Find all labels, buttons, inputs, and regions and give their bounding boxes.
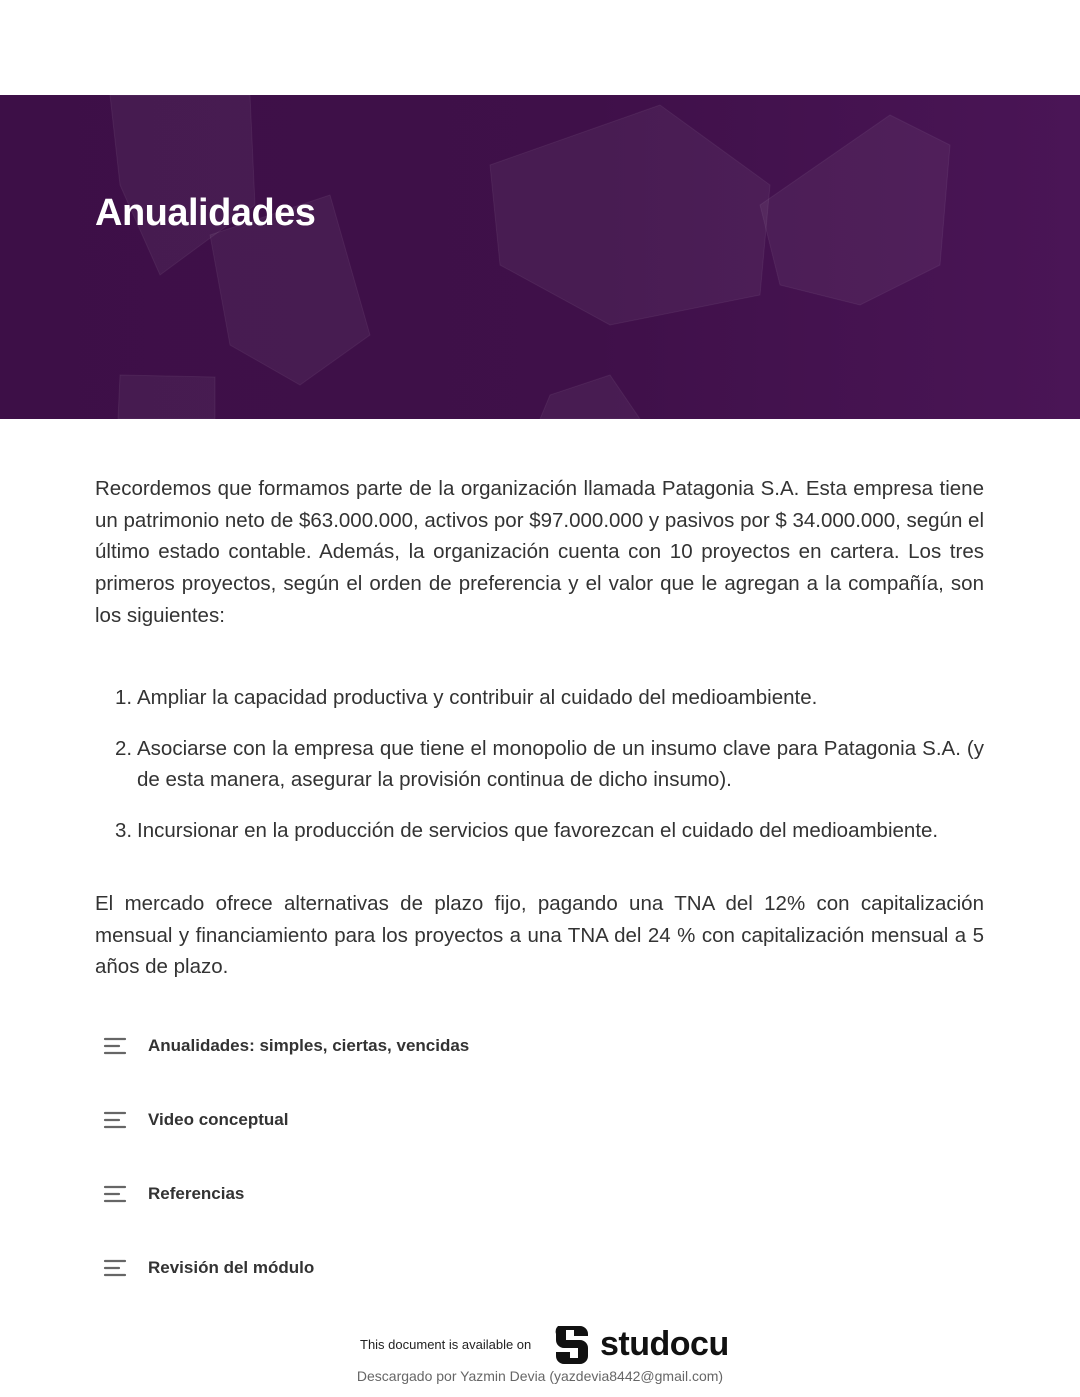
studocu-logo-icon xyxy=(552,1322,592,1366)
lines-icon xyxy=(103,1111,127,1129)
list-item xyxy=(95,733,984,796)
section-link-revision[interactable] xyxy=(103,1258,314,1278)
market-paragraph: El mercado ofrece alternativas de plazo fijo, pagando una TNA del 12% con capitalización mensual y financiamiento para los proyectos a una TNA del 24 % con capitalización mensual a 5 años de plazo. xyxy=(95,892,984,979)
lines-icon xyxy=(103,1185,127,1203)
header-banner xyxy=(0,95,1080,419)
list-item-text: Ampliar la capacidad productiva y contribuir al cuidado del medioambiente. xyxy=(137,686,818,709)
list-item-number: 3. xyxy=(115,819,133,843)
list-item xyxy=(95,682,984,714)
section-link-label: Video conceptual xyxy=(148,1110,289,1129)
section-link-label: Revisión del módulo xyxy=(148,1258,315,1277)
lines-icon xyxy=(103,1259,127,1277)
projects-list xyxy=(95,682,984,866)
section-link-anualidades[interactable] xyxy=(103,1036,469,1056)
lines-icon xyxy=(103,1037,127,1055)
banner-background-image xyxy=(0,95,1080,419)
intro-paragraph: Recordemos que formamos parte de la organización llamada Patagonia S.A. Esta empresa tiene un patrimonio neto de $63.000.000, activos por $97.000.000 y pasivos por $ 34.000.000, según el último estado contable. Además, la organización cuenta con 10 proyectos en cartera. Los tres primeros proyectos, según el orden de preferencia y el valor que le agregan a la compañía, son los siguientes: xyxy=(95,477,984,627)
available-on-text: This document is available on xyxy=(360,1337,532,1352)
list-item-number: 1. xyxy=(115,686,133,709)
studocu-logo-text: studocu xyxy=(600,1324,729,1363)
list-item-number: 2. xyxy=(115,736,133,760)
studocu-logo[interactable] xyxy=(552,1322,729,1366)
section-link-label: Anualidades: simples, ciertas, vencidas xyxy=(148,1036,470,1055)
list-item xyxy=(95,815,984,847)
page-title: Anualidades xyxy=(95,192,316,234)
downloaded-by-text: Descargado por Yazmin Devia (yazdevia8442@gmail.com) xyxy=(356,1368,724,1384)
list-item-text: Incursionar en la producción de servicios que favorezcan el cuidado del medioambiente. xyxy=(137,819,939,843)
section-link-video[interactable] xyxy=(103,1110,288,1130)
section-link-referencias[interactable] xyxy=(103,1184,244,1204)
list-item-text: Asociarse con la empresa que tiene el monopolio de un insumo clave para Patagonia S.A. (y de esta manera, asegurar la provisión continua de dicho insumo). xyxy=(137,736,984,792)
section-link-label: Referencias xyxy=(148,1184,245,1203)
